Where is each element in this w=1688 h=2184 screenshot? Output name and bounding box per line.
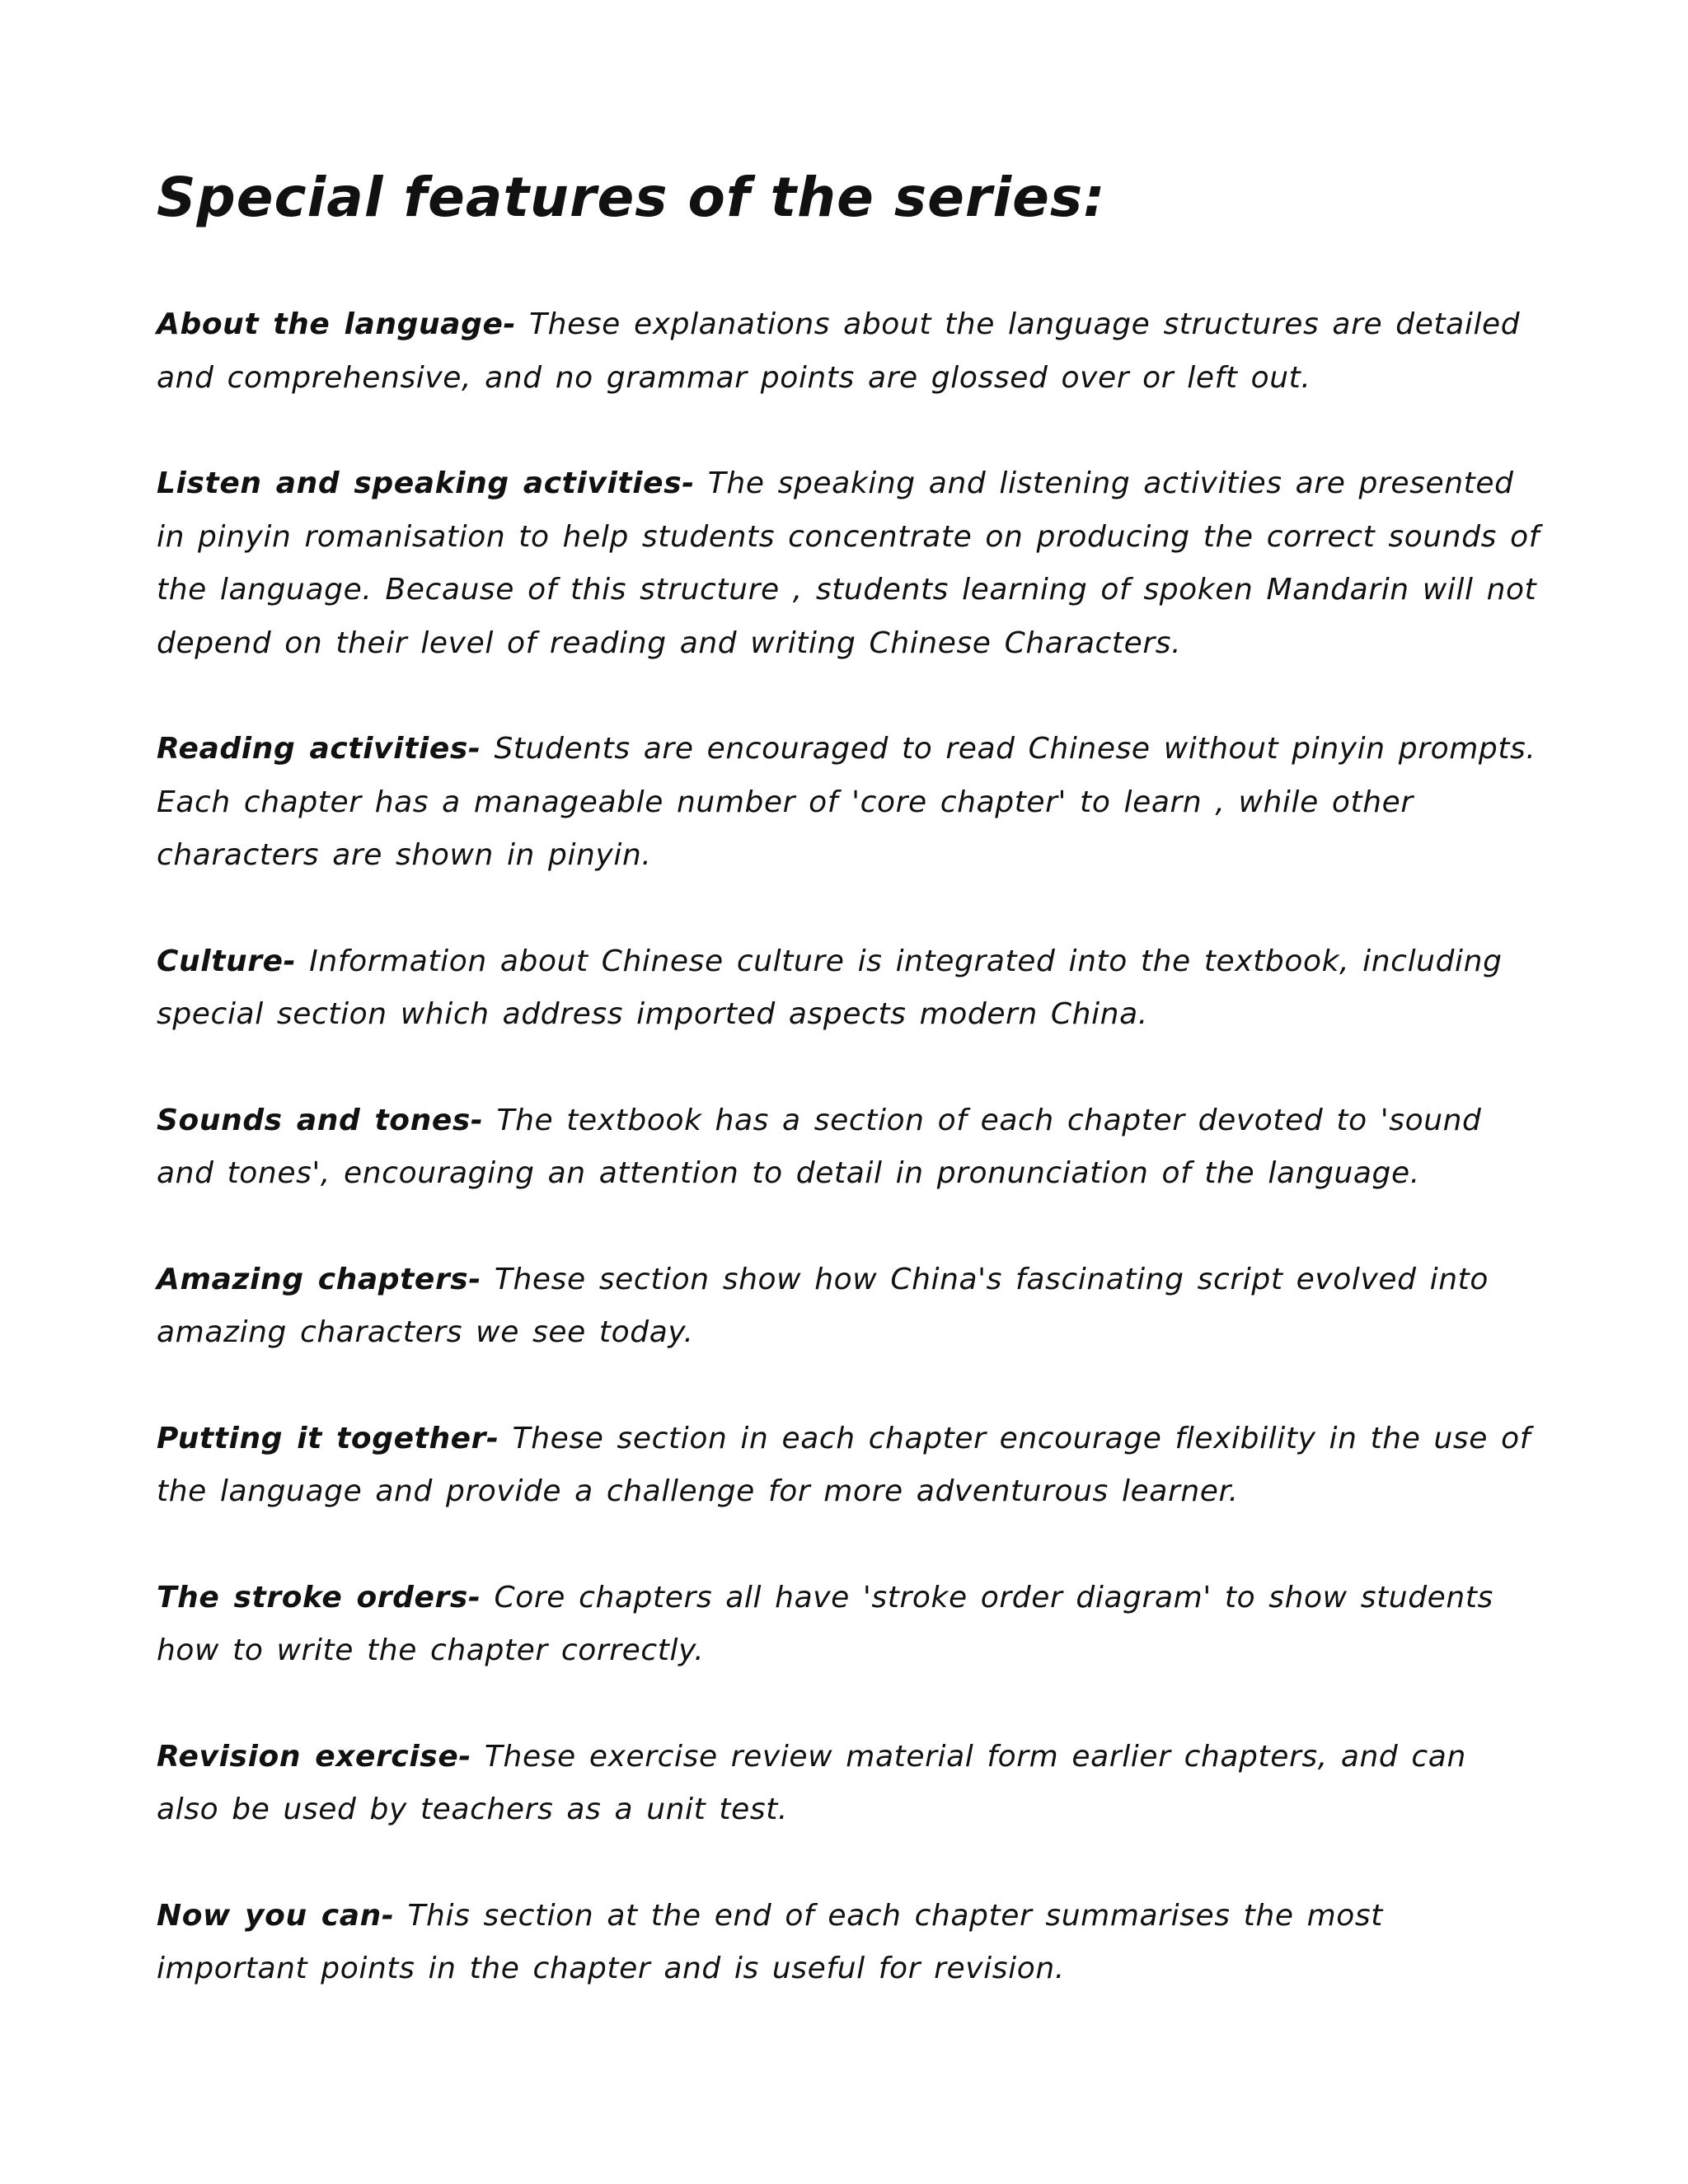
feature-item-amazing-chapters bbox=[157, 1254, 1541, 1360]
feature-item-about-the-language bbox=[157, 298, 1541, 405]
feature-item-reading-activities bbox=[157, 723, 1541, 883]
feature-term: Sounds and tones- bbox=[157, 1103, 484, 1137]
feature-term: Culture- bbox=[157, 944, 297, 978]
feature-term: Putting it together- bbox=[157, 1421, 499, 1455]
feature-item-putting-it-together bbox=[157, 1413, 1541, 1519]
feature-description: This section at the end of each chapter summarises the most important points in the chapter and is useful for revision. bbox=[157, 1898, 1383, 1985]
feature-description: These explanations about the language structures are detailed and comprehensive, and no grammar points are glossed over or left out. bbox=[157, 307, 1521, 395]
feature-description: The textbook has a section of each chapter devoted to 'sound and tones', encouraging an attention to detail in pronunciation of the language. bbox=[157, 1103, 1482, 1190]
feature-term: Revision exercise- bbox=[157, 1739, 471, 1774]
page-title: Special features of the series: bbox=[157, 166, 1106, 229]
feature-list bbox=[157, 298, 1541, 2049]
feature-description: These section show how China's fascinating script evolved into amazing characters we see today. bbox=[157, 1262, 1489, 1349]
feature-description: The speaking and listening activities are presented in pinyin romanisation to help students concentrate on producing the correct sounds of the language. Because of this structure , students learning of spoken Mandarin will not depend on their level of reading and writing Chinese Characters. bbox=[157, 466, 1540, 660]
feature-item-stroke-orders bbox=[157, 1572, 1541, 1678]
feature-term: Now you can- bbox=[157, 1898, 395, 1933]
feature-item-culture bbox=[157, 935, 1541, 1042]
feature-description: These section in each chapter encourage flexibility in the use of the language and provide a challenge for more adventurous learner. bbox=[157, 1421, 1531, 1508]
feature-term: About the language- bbox=[157, 307, 517, 341]
feature-item-now-you-can bbox=[157, 1890, 1541, 1996]
feature-description: Information about Chinese culture is integrated into the textbook, including special section which address imported aspects modern China. bbox=[157, 944, 1503, 1031]
feature-description: Students are encouraged to read Chinese without pinyin prompts. Each chapter has a manageable number of 'core chapter' to learn , while other characters are shown in pinyin. bbox=[157, 732, 1536, 872]
feature-term: Listen and speaking activities- bbox=[157, 466, 695, 500]
feature-term: Reading activities- bbox=[157, 732, 481, 766]
feature-item-sounds-and-tones bbox=[157, 1094, 1541, 1201]
feature-term: The stroke orders- bbox=[157, 1580, 481, 1615]
feature-term: Amazing chapters- bbox=[157, 1262, 481, 1296]
feature-item-listen-and-speaking bbox=[157, 457, 1541, 670]
feature-description: Core chapters all have 'stroke order diagram' to show students how to write the chapter correctly. bbox=[157, 1580, 1493, 1667]
feature-item-revision-exercise bbox=[157, 1731, 1541, 1837]
feature-description: These exercise review material form earlier chapters, and can also be used by teachers as a unit test. bbox=[157, 1739, 1466, 1826]
